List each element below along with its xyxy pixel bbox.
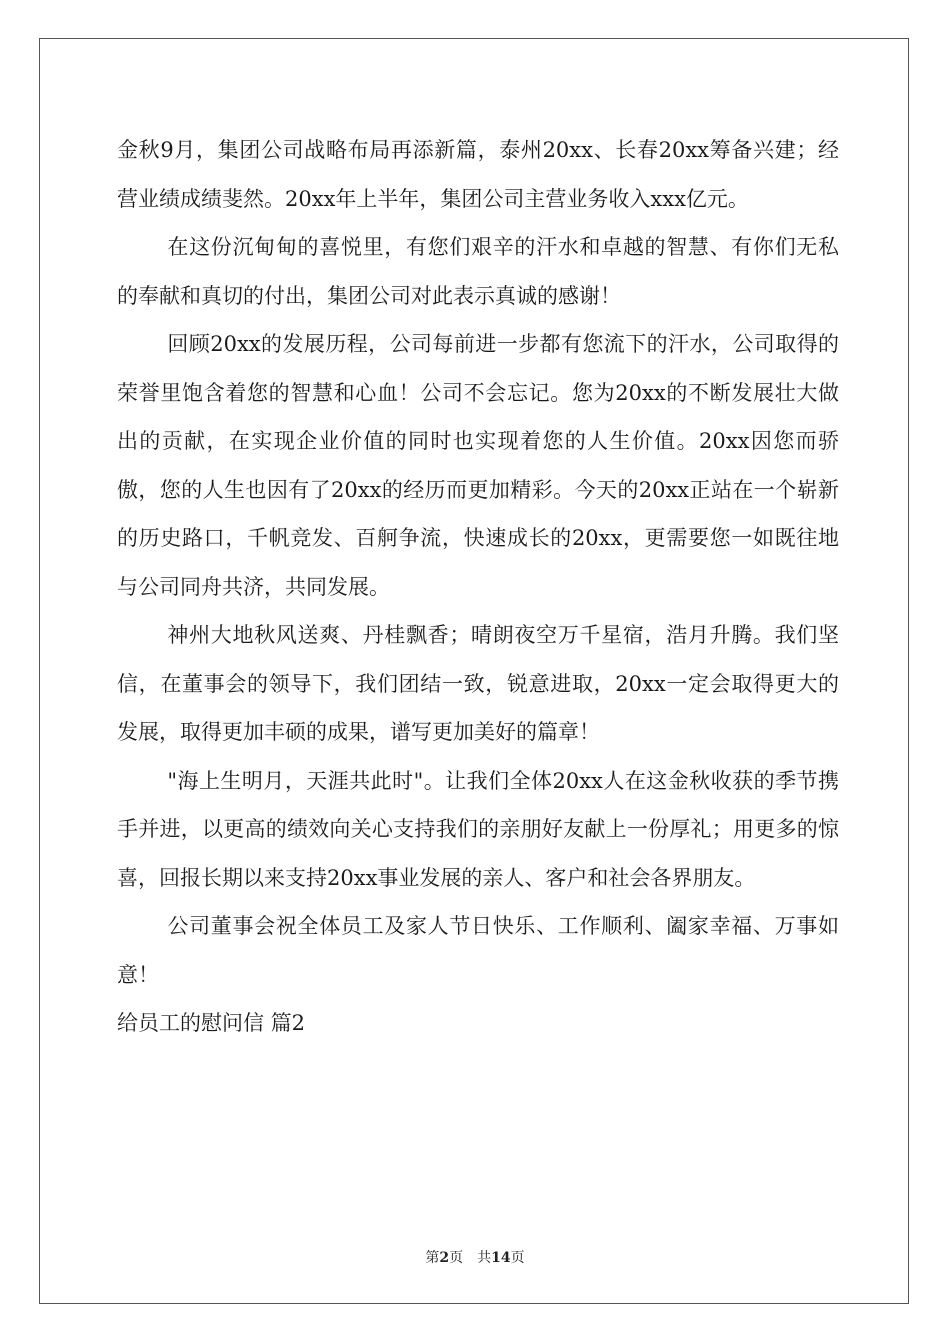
page-footer — [0, 1247, 950, 1267]
paragraph-2: 在这份沉甸甸的喜悦里，有您们艰辛的汗水和卓越的智慧、有你们无私的奉献和真切的付出，集团公司对此表示真诚的感谢！ — [117, 235, 839, 308]
footer-total-pages: 14 — [491, 1250, 511, 1266]
paragraph-4: 神州大地秋风送爽、丹桂飘香；晴朗夜空万千星宿，浩月升腾。我们坚信，在董事会的领导下，我们团结一致，锐意进取，20xx一定会取得更大的发展，取得更加丰硕的成果，谱写更加美好的篇章！ — [117, 623, 839, 744]
letter-body — [117, 126, 839, 1048]
footer-page-suffix: 页 — [449, 1250, 464, 1266]
paragraph-3: 回顾20xx的发展历程，公司每前进一步都有您流下的汗水，公司取得的荣誉里饱含着您的智慧和心血！公司不会忘记。您为20xx的不断发展壮大做出的贡献，在实现企业价值的同时也实现着您的人生价值。20xx因您而骄傲，您的人生也因有了20xx的经历而更加精彩。今天的20xx正站在一个崭新的历史路口，千帆竞发、百舸争流，快速成长的20xx，更需要您一如既往地与公司同舟共济，共同发展。 — [117, 332, 839, 599]
section-heading: 给员工的慰问信 篇2 — [117, 1011, 306, 1035]
footer-page-number: 2 — [439, 1250, 450, 1266]
footer-prefix: 第 — [425, 1250, 440, 1266]
paragraph-5: "海上生明月，天涯共此时"。让我们全体20xx人在这金秋收获的季节携手并进，以更高的绩效向关心支持我们的亲朋好友献上一份厚礼；用更多的惊喜，回报长期以来支持20xx事业发展的亲人、客户和社会各界朋友。 — [117, 768, 839, 890]
footer-total-suffix: 页 — [510, 1250, 525, 1266]
footer-total-prefix: 共 — [477, 1250, 492, 1266]
paragraph-6: 公司董事会祝全体员工及家人节日快乐、工作顺利、阖家幸福、万事如意！ — [117, 914, 839, 987]
paragraph-1: 金秋9月，集团公司战略布局再添新篇，泰州20xx、长春20xx筹备兴建；经营业绩成绩斐然。20xx年上半年，集团公司主营业务收入xxx亿元。 — [117, 138, 839, 211]
